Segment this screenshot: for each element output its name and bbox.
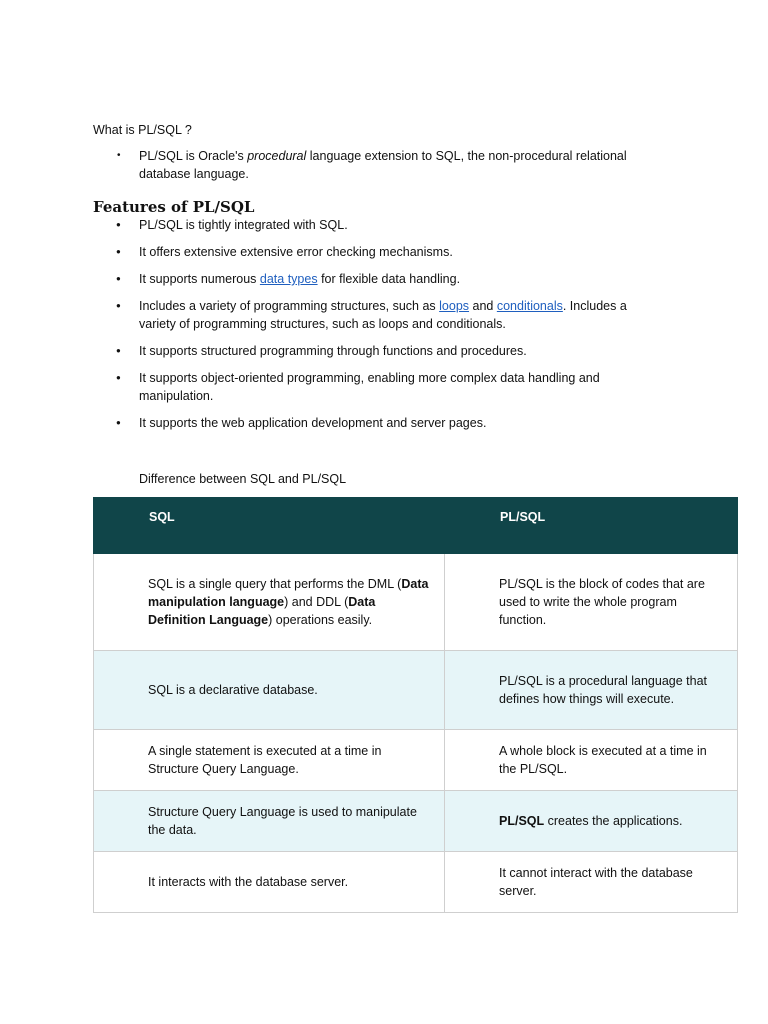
table-row (94, 651, 738, 730)
definition-text-end: language extension to SQL, the non-procedural relational database language. (139, 149, 627, 181)
comparison-table (93, 497, 738, 913)
comparison-title: Difference between SQL and PL/SQL (139, 472, 347, 486)
sql-cell (94, 730, 445, 791)
feature-item-object-oriented (139, 369, 659, 405)
sql-cell (94, 554, 445, 651)
header-sql: SQL (94, 498, 445, 554)
question-heading: What is PL/SQL ? (93, 123, 192, 137)
cell-text: SQL is a single query that performs the DML ( (148, 577, 402, 591)
feature-text: It supports structured programming through functions and procedures. (139, 344, 527, 358)
plsql-cell (445, 791, 738, 852)
definition-text-start: PL/SQL is Oracle's (139, 149, 248, 163)
intro-list (139, 147, 659, 183)
definition-emphasis: procedural (247, 149, 307, 163)
cell-text: A whole block is executed at a time in the PL/SQL. (499, 744, 707, 776)
sql-cell (94, 791, 445, 852)
table-row (94, 852, 738, 913)
cell-bold-text: PL/SQL (499, 814, 545, 828)
feature-text: It offers extensive extensive error checking mechanisms. (139, 245, 453, 259)
plsql-cell (445, 852, 738, 913)
feature-item-sql-integration (139, 216, 659, 234)
feature-text-middle: and (469, 299, 497, 313)
feature-text-end: . Includes a variety of programming structures, such as loops and conditionals. (139, 299, 627, 331)
table-header-row (94, 498, 738, 554)
cell-text: creates the applications. (544, 814, 683, 828)
cell-text: It cannot interact with the database server. (499, 866, 693, 898)
feature-text-end: for flexible data handling. (317, 272, 461, 286)
table-row (94, 791, 738, 852)
table-row (94, 730, 738, 791)
feature-text: It supports the web application development and server pages. (139, 416, 487, 430)
cell-text: ) and DDL ( (284, 595, 349, 609)
table-row (94, 554, 738, 651)
cell-text: It interacts with the database server. (148, 875, 349, 889)
cell-text: A single statement is executed at a time in Structure Query Language. (148, 744, 382, 776)
cell-text: PL/SQL is a procedural language that defines how things will execute. (499, 674, 708, 706)
loops-link[interactable]: loops (439, 299, 470, 313)
feature-text-start: Includes a variety of programming structures, such as (139, 299, 440, 313)
cell-bold-text: Data manipulation language (148, 577, 429, 609)
features-list (139, 216, 659, 441)
conditionals-link[interactable]: conditionals (496, 299, 563, 313)
feature-text-start: It supports numerous (139, 272, 260, 286)
sql-cell (94, 651, 445, 730)
feature-item-data-types (139, 270, 659, 288)
feature-item-structured-programming (139, 342, 659, 360)
feature-item-web-development (139, 414, 659, 432)
plsql-cell (445, 651, 738, 730)
feature-text: It supports object-oriented programming, enabling more complex data handling and manipulation. (139, 371, 600, 403)
cell-text: SQL is a declarative database. (148, 683, 318, 697)
feature-item-error-checking (139, 243, 659, 261)
sql-cell (94, 852, 445, 913)
header-plsql: PL/SQL (445, 498, 738, 554)
features-heading: Features of PL/SQL (93, 198, 255, 216)
data-types-link[interactable]: data types (259, 272, 318, 286)
feature-item-programming-structures (139, 297, 659, 333)
cell-text: PL/SQL is the block of codes that are used to write the whole program function. (499, 577, 705, 627)
plsql-cell (445, 730, 738, 791)
plsql-cell (445, 554, 738, 651)
feature-text: PL/SQL is tightly integrated with SQL. (139, 218, 348, 232)
cell-text: ) operations easily. (268, 613, 373, 627)
cell-text: Structure Query Language is used to manipulate the data. (148, 805, 417, 837)
definition-item (139, 147, 659, 183)
cell-bold-text: Data Definition Language (148, 595, 376, 627)
